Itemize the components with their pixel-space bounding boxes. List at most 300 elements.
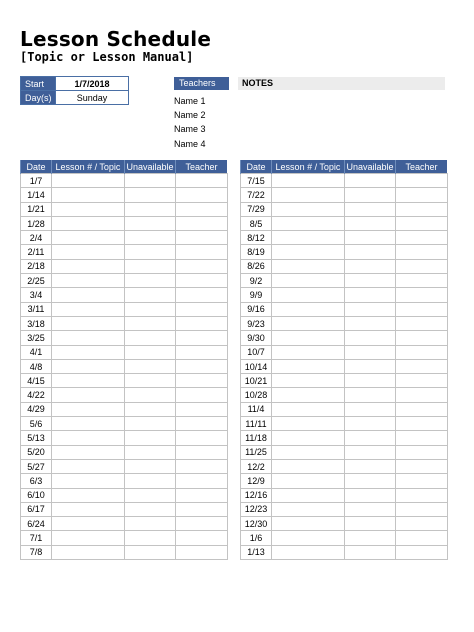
date-cell: 8/12 bbox=[241, 231, 272, 245]
lesson-cell[interactable] bbox=[52, 288, 125, 302]
unavailable-cell[interactable] bbox=[345, 545, 396, 559]
date-cell: 12/23 bbox=[241, 502, 272, 516]
unavailable-cell[interactable] bbox=[345, 374, 396, 388]
lesson-cell[interactable] bbox=[272, 531, 345, 545]
teacher-cell[interactable] bbox=[396, 531, 448, 545]
unavailable-cell[interactable] bbox=[125, 388, 176, 402]
lesson-cell[interactable] bbox=[52, 531, 125, 545]
teacher-cell[interactable] bbox=[396, 459, 448, 473]
date-cell: 3/11 bbox=[21, 302, 52, 316]
lesson-cell[interactable] bbox=[52, 417, 125, 431]
teacher-cell[interactable] bbox=[396, 231, 448, 245]
teacher-cell[interactable] bbox=[396, 202, 448, 216]
table-row bbox=[21, 488, 228, 502]
teacher-cell[interactable] bbox=[396, 174, 448, 188]
table-row bbox=[241, 331, 448, 345]
date-cell: 6/3 bbox=[21, 474, 52, 488]
teacher-cell[interactable] bbox=[396, 316, 448, 330]
lesson-cell[interactable] bbox=[52, 402, 125, 416]
unavailable-cell[interactable] bbox=[345, 274, 396, 288]
unavailable-cell[interactable] bbox=[345, 302, 396, 316]
teacher-cell[interactable] bbox=[176, 302, 228, 316]
teacher-cell[interactable] bbox=[176, 174, 228, 188]
lesson-cell[interactable] bbox=[272, 431, 345, 445]
table-row bbox=[241, 374, 448, 388]
date-cell: 1/28 bbox=[21, 216, 52, 230]
lesson-cell[interactable] bbox=[272, 216, 345, 230]
lesson-cell[interactable] bbox=[272, 331, 345, 345]
teacher-cell[interactable] bbox=[176, 545, 228, 559]
date-cell: 7/22 bbox=[241, 188, 272, 202]
table-row bbox=[21, 517, 228, 531]
table-row bbox=[241, 531, 448, 545]
teacher-cell[interactable] bbox=[176, 502, 228, 516]
col-header-unavailable: Unavailable bbox=[346, 161, 394, 172]
teacher-cell[interactable] bbox=[176, 345, 228, 359]
table-row bbox=[241, 388, 448, 402]
table-row bbox=[21, 431, 228, 445]
unavailable-cell[interactable] bbox=[345, 402, 396, 416]
teacher-cell[interactable] bbox=[176, 216, 228, 230]
unavailable-cell[interactable] bbox=[125, 417, 176, 431]
teacher-cell[interactable] bbox=[176, 188, 228, 202]
date-cell: 1/21 bbox=[21, 202, 52, 216]
teacher-cell[interactable] bbox=[396, 402, 448, 416]
table-row bbox=[241, 459, 448, 473]
table-row bbox=[21, 259, 228, 273]
col-header-teacher: Teacher bbox=[176, 160, 228, 174]
teacher-cell[interactable] bbox=[176, 374, 228, 388]
unavailable-cell[interactable] bbox=[345, 259, 396, 273]
teacher-name[interactable]: Name 3 bbox=[174, 124, 206, 135]
date-cell: 3/18 bbox=[21, 316, 52, 330]
page-title: Lesson Schedule bbox=[20, 27, 212, 51]
date-cell: 1/7 bbox=[21, 174, 52, 188]
teacher-list bbox=[174, 94, 206, 151]
unavailable-cell[interactable] bbox=[125, 174, 176, 188]
teacher-cell[interactable] bbox=[396, 545, 448, 559]
table-row bbox=[21, 231, 228, 245]
teacher-cell[interactable] bbox=[396, 445, 448, 459]
table-row bbox=[21, 359, 228, 373]
lesson-cell[interactable] bbox=[272, 302, 345, 316]
lesson-cell[interactable] bbox=[272, 545, 345, 559]
page-subtitle: [Topic or Lesson Manual] bbox=[20, 50, 194, 64]
unavailable-cell[interactable] bbox=[125, 202, 176, 216]
table-row bbox=[241, 445, 448, 459]
lesson-cell[interactable] bbox=[272, 402, 345, 416]
schedule-header-row bbox=[21, 160, 228, 174]
date-cell: 2/25 bbox=[21, 274, 52, 288]
table-row bbox=[21, 388, 228, 402]
lesson-cell[interactable] bbox=[272, 231, 345, 245]
teacher-cell[interactable] bbox=[396, 517, 448, 531]
table-row bbox=[241, 231, 448, 245]
date-cell: 5/27 bbox=[21, 459, 52, 473]
date-cell: 12/16 bbox=[241, 488, 272, 502]
col-header-date: Date bbox=[21, 160, 52, 174]
unavailable-cell[interactable] bbox=[125, 374, 176, 388]
table-row bbox=[21, 202, 228, 216]
unavailable-cell[interactable] bbox=[345, 417, 396, 431]
lesson-cell[interactable] bbox=[272, 202, 345, 216]
lesson-cell[interactable] bbox=[272, 374, 345, 388]
table-row bbox=[241, 545, 448, 559]
lesson-cell[interactable] bbox=[272, 474, 345, 488]
lesson-cell[interactable] bbox=[52, 274, 125, 288]
table-row bbox=[21, 174, 228, 188]
unavailable-cell[interactable] bbox=[125, 288, 176, 302]
unavailable-cell[interactable] bbox=[125, 488, 176, 502]
unavailable-cell[interactable] bbox=[125, 216, 176, 230]
teacher-cell[interactable] bbox=[176, 531, 228, 545]
table-row bbox=[21, 474, 228, 488]
date-cell: 7/29 bbox=[241, 202, 272, 216]
date-cell: 10/7 bbox=[241, 345, 272, 359]
teacher-cell[interactable] bbox=[396, 359, 448, 373]
unavailable-cell[interactable] bbox=[345, 474, 396, 488]
unavailable-cell[interactable] bbox=[125, 459, 176, 473]
table-row bbox=[241, 431, 448, 445]
date-cell: 10/14 bbox=[241, 359, 272, 373]
lesson-cell[interactable] bbox=[272, 502, 345, 516]
unavailable-cell[interactable] bbox=[125, 331, 176, 345]
table-row bbox=[241, 402, 448, 416]
teacher-cell[interactable] bbox=[396, 245, 448, 259]
date-cell: 11/18 bbox=[241, 431, 272, 445]
table-row bbox=[241, 359, 448, 373]
date-cell: 5/6 bbox=[21, 417, 52, 431]
start-row bbox=[21, 77, 129, 91]
unavailable-cell[interactable] bbox=[125, 188, 176, 202]
table-row bbox=[21, 274, 228, 288]
table-row bbox=[241, 488, 448, 502]
unavailable-cell[interactable] bbox=[345, 431, 396, 445]
days-label: Day(s) bbox=[21, 91, 56, 105]
lesson-cell[interactable] bbox=[52, 459, 125, 473]
teacher-cell[interactable] bbox=[176, 417, 228, 431]
date-cell: 2/11 bbox=[21, 245, 52, 259]
date-cell: 11/11 bbox=[241, 417, 272, 431]
unavailable-cell[interactable] bbox=[345, 288, 396, 302]
table-row bbox=[241, 202, 448, 216]
col-header-lesson: Lesson # / Topic bbox=[52, 160, 125, 174]
date-cell: 11/4 bbox=[241, 402, 272, 416]
teacher-cell[interactable] bbox=[396, 216, 448, 230]
lesson-cell[interactable] bbox=[52, 216, 125, 230]
teacher-cell[interactable] bbox=[396, 288, 448, 302]
lesson-cell[interactable] bbox=[52, 259, 125, 273]
table-row bbox=[241, 245, 448, 259]
lesson-cell[interactable] bbox=[272, 417, 345, 431]
unavailable-cell[interactable] bbox=[345, 488, 396, 502]
lesson-cell[interactable] bbox=[52, 316, 125, 330]
teacher-cell[interactable] bbox=[396, 488, 448, 502]
lesson-cell[interactable] bbox=[272, 174, 345, 188]
unavailable-cell[interactable] bbox=[345, 231, 396, 245]
teacher-cell[interactable] bbox=[176, 459, 228, 473]
schedule-body-left bbox=[21, 174, 228, 560]
teachers-header: Teachers bbox=[174, 77, 229, 90]
table-row bbox=[21, 216, 228, 230]
teacher-cell[interactable] bbox=[396, 188, 448, 202]
unavailable-cell[interactable] bbox=[125, 531, 176, 545]
date-cell: 9/30 bbox=[241, 331, 272, 345]
lesson-cell[interactable] bbox=[272, 488, 345, 502]
lesson-cell[interactable] bbox=[272, 388, 345, 402]
unavailable-cell[interactable] bbox=[345, 202, 396, 216]
unavailable-cell[interactable] bbox=[345, 188, 396, 202]
teacher-cell[interactable] bbox=[396, 331, 448, 345]
table-row bbox=[21, 345, 228, 359]
unavailable-cell[interactable] bbox=[125, 359, 176, 373]
teacher-cell[interactable] bbox=[396, 388, 448, 402]
start-label: Start bbox=[21, 77, 56, 91]
table-row bbox=[21, 402, 228, 416]
lesson-cell[interactable] bbox=[52, 302, 125, 316]
lesson-cell[interactable] bbox=[272, 259, 345, 273]
teacher-cell[interactable] bbox=[396, 274, 448, 288]
lesson-cell[interactable] bbox=[52, 474, 125, 488]
unavailable-cell[interactable] bbox=[345, 517, 396, 531]
lesson-cell[interactable] bbox=[272, 445, 345, 459]
schedule-body-right bbox=[241, 174, 448, 560]
teacher-cell[interactable] bbox=[176, 517, 228, 531]
teacher-cell[interactable] bbox=[396, 431, 448, 445]
teacher-name[interactable]: Name 4 bbox=[174, 138, 206, 149]
teacher-cell[interactable] bbox=[176, 431, 228, 445]
unavailable-cell[interactable] bbox=[345, 216, 396, 230]
teacher-cell[interactable] bbox=[396, 345, 448, 359]
date-cell: 1/14 bbox=[21, 188, 52, 202]
table-row bbox=[21, 502, 228, 516]
date-cell: 12/30 bbox=[241, 517, 272, 531]
teacher-cell[interactable] bbox=[176, 316, 228, 330]
table-row bbox=[241, 517, 448, 531]
table-row bbox=[241, 302, 448, 316]
date-cell: 4/1 bbox=[21, 345, 52, 359]
table-row bbox=[241, 502, 448, 516]
days-field[interactable]: Sunday bbox=[56, 91, 129, 105]
unavailable-cell[interactable] bbox=[125, 502, 176, 516]
lesson-cell[interactable] bbox=[52, 245, 125, 259]
unavailable-cell[interactable] bbox=[345, 388, 396, 402]
col-header-date: Date bbox=[241, 160, 272, 174]
unavailable-cell[interactable] bbox=[125, 431, 176, 445]
lesson-cell[interactable] bbox=[52, 345, 125, 359]
teacher-cell[interactable] bbox=[176, 388, 228, 402]
col-header-unavailable: Unavailable bbox=[126, 161, 174, 172]
teacher-cell[interactable] bbox=[176, 245, 228, 259]
days-row bbox=[21, 91, 129, 105]
unavailable-cell[interactable] bbox=[345, 359, 396, 373]
date-cell: 5/20 bbox=[21, 445, 52, 459]
lesson-cell[interactable] bbox=[52, 359, 125, 373]
date-cell: 7/1 bbox=[21, 531, 52, 545]
unavailable-cell[interactable] bbox=[125, 231, 176, 245]
unavailable-cell[interactable] bbox=[345, 531, 396, 545]
unavailable-cell[interactable] bbox=[345, 174, 396, 188]
table-row bbox=[21, 188, 228, 202]
unavailable-cell[interactable] bbox=[125, 316, 176, 330]
date-cell: 8/5 bbox=[241, 216, 272, 230]
date-cell: 12/2 bbox=[241, 459, 272, 473]
teacher-name[interactable]: Name 1 bbox=[174, 96, 206, 106]
teacher-cell[interactable] bbox=[396, 374, 448, 388]
date-cell: 4/22 bbox=[21, 388, 52, 402]
lesson-cell[interactable] bbox=[52, 174, 125, 188]
date-cell: 8/26 bbox=[241, 259, 272, 273]
teacher-cell[interactable] bbox=[396, 259, 448, 273]
date-cell: 3/25 bbox=[21, 331, 52, 345]
unavailable-cell[interactable] bbox=[345, 459, 396, 473]
teacher-cell[interactable] bbox=[176, 488, 228, 502]
schedule-table-left bbox=[20, 160, 228, 560]
date-cell: 2/18 bbox=[21, 259, 52, 273]
lesson-cell[interactable] bbox=[272, 517, 345, 531]
unavailable-cell[interactable] bbox=[345, 445, 396, 459]
date-cell: 6/17 bbox=[21, 502, 52, 516]
col-header-teacher: Teacher bbox=[396, 160, 448, 174]
unavailable-cell[interactable] bbox=[125, 474, 176, 488]
lesson-cell[interactable] bbox=[272, 316, 345, 330]
teacher-cell[interactable] bbox=[176, 259, 228, 273]
lesson-cell[interactable] bbox=[272, 359, 345, 373]
teacher-cell[interactable] bbox=[176, 474, 228, 488]
start-info-table bbox=[20, 76, 129, 105]
teacher-cell[interactable] bbox=[176, 359, 228, 373]
lesson-cell[interactable] bbox=[52, 231, 125, 245]
col-header-lesson: Lesson # / Topic bbox=[272, 160, 345, 174]
teacher-cell[interactable] bbox=[176, 445, 228, 459]
unavailable-cell[interactable] bbox=[125, 302, 176, 316]
table-row bbox=[241, 259, 448, 273]
schedule-header-row bbox=[241, 160, 448, 174]
lesson-cell[interactable] bbox=[272, 188, 345, 202]
lesson-cell[interactable] bbox=[272, 245, 345, 259]
date-cell: 10/21 bbox=[241, 374, 272, 388]
unavailable-cell[interactable] bbox=[125, 545, 176, 559]
table-row bbox=[21, 316, 228, 330]
date-cell: 5/13 bbox=[21, 431, 52, 445]
date-cell: 1/6 bbox=[241, 531, 272, 545]
lesson-cell[interactable] bbox=[272, 459, 345, 473]
date-cell: 2/4 bbox=[21, 231, 52, 245]
lesson-cell[interactable] bbox=[52, 388, 125, 402]
unavailable-cell[interactable] bbox=[125, 445, 176, 459]
lesson-cell[interactable] bbox=[52, 374, 125, 388]
table-row bbox=[21, 445, 228, 459]
lesson-cell[interactable] bbox=[272, 274, 345, 288]
table-row bbox=[21, 417, 228, 431]
lesson-cell[interactable] bbox=[272, 345, 345, 359]
unavailable-cell[interactable] bbox=[125, 517, 176, 531]
teacher-cell[interactable] bbox=[176, 274, 228, 288]
teacher-cell[interactable] bbox=[176, 402, 228, 416]
teacher-cell[interactable] bbox=[396, 474, 448, 488]
date-cell: 4/15 bbox=[21, 374, 52, 388]
lesson-cell[interactable] bbox=[52, 545, 125, 559]
date-cell: 8/19 bbox=[241, 245, 272, 259]
date-cell: 1/13 bbox=[241, 545, 272, 559]
unavailable-cell[interactable] bbox=[345, 345, 396, 359]
date-cell: 3/4 bbox=[21, 288, 52, 302]
unavailable-cell[interactable] bbox=[125, 402, 176, 416]
date-cell: 9/23 bbox=[241, 316, 272, 330]
table-row bbox=[21, 245, 228, 259]
unavailable-cell[interactable] bbox=[345, 502, 396, 516]
schedule-table-right bbox=[240, 160, 448, 560]
teacher-cell[interactable] bbox=[176, 288, 228, 302]
notes-header: NOTES bbox=[238, 77, 445, 90]
date-cell: 4/29 bbox=[21, 402, 52, 416]
teacher-cell[interactable] bbox=[396, 502, 448, 516]
unavailable-cell[interactable] bbox=[125, 345, 176, 359]
start-date-field[interactable]: 1/7/2018 bbox=[56, 77, 129, 91]
unavailable-cell[interactable] bbox=[345, 245, 396, 259]
date-cell: 11/25 bbox=[241, 445, 272, 459]
teacher-cell[interactable] bbox=[176, 231, 228, 245]
date-cell: 9/16 bbox=[241, 302, 272, 316]
table-row bbox=[21, 459, 228, 473]
teacher-cell[interactable] bbox=[396, 417, 448, 431]
lesson-cell[interactable] bbox=[52, 331, 125, 345]
date-cell: 9/9 bbox=[241, 288, 272, 302]
table-row bbox=[241, 417, 448, 431]
teacher-cell[interactable] bbox=[176, 202, 228, 216]
table-row bbox=[21, 545, 228, 559]
date-cell: 7/8 bbox=[21, 545, 52, 559]
date-cell: 7/15 bbox=[241, 174, 272, 188]
table-row bbox=[241, 216, 448, 230]
table-row bbox=[241, 316, 448, 330]
date-cell: 12/9 bbox=[241, 474, 272, 488]
lesson-cell[interactable] bbox=[52, 517, 125, 531]
unavailable-cell[interactable] bbox=[345, 316, 396, 330]
table-row bbox=[21, 531, 228, 545]
table-row bbox=[241, 274, 448, 288]
table-row bbox=[241, 288, 448, 302]
lesson-cell[interactable] bbox=[52, 188, 125, 202]
lesson-cell[interactable] bbox=[52, 202, 125, 216]
lesson-cell[interactable] bbox=[52, 488, 125, 502]
table-row bbox=[241, 188, 448, 202]
table-row bbox=[241, 345, 448, 359]
date-cell: 6/10 bbox=[21, 488, 52, 502]
unavailable-cell[interactable] bbox=[125, 259, 176, 273]
lesson-cell[interactable] bbox=[272, 288, 345, 302]
date-cell: 4/8 bbox=[21, 359, 52, 373]
date-cell: 6/24 bbox=[21, 517, 52, 531]
teacher-cell[interactable] bbox=[176, 331, 228, 345]
teacher-name[interactable]: Name 2 bbox=[174, 110, 206, 121]
teacher-cell[interactable] bbox=[396, 302, 448, 316]
lesson-cell[interactable] bbox=[52, 445, 125, 459]
table-row bbox=[241, 474, 448, 488]
unavailable-cell[interactable] bbox=[345, 331, 396, 345]
lesson-cell[interactable] bbox=[52, 502, 125, 516]
date-cell: 9/2 bbox=[241, 274, 272, 288]
unavailable-cell[interactable] bbox=[125, 245, 176, 259]
table-row bbox=[21, 331, 228, 345]
table-row bbox=[21, 374, 228, 388]
table-row bbox=[241, 174, 448, 188]
unavailable-cell[interactable] bbox=[125, 274, 176, 288]
table-row bbox=[21, 288, 228, 302]
table-row bbox=[21, 302, 228, 316]
date-cell: 10/28 bbox=[241, 388, 272, 402]
lesson-cell[interactable] bbox=[52, 431, 125, 445]
